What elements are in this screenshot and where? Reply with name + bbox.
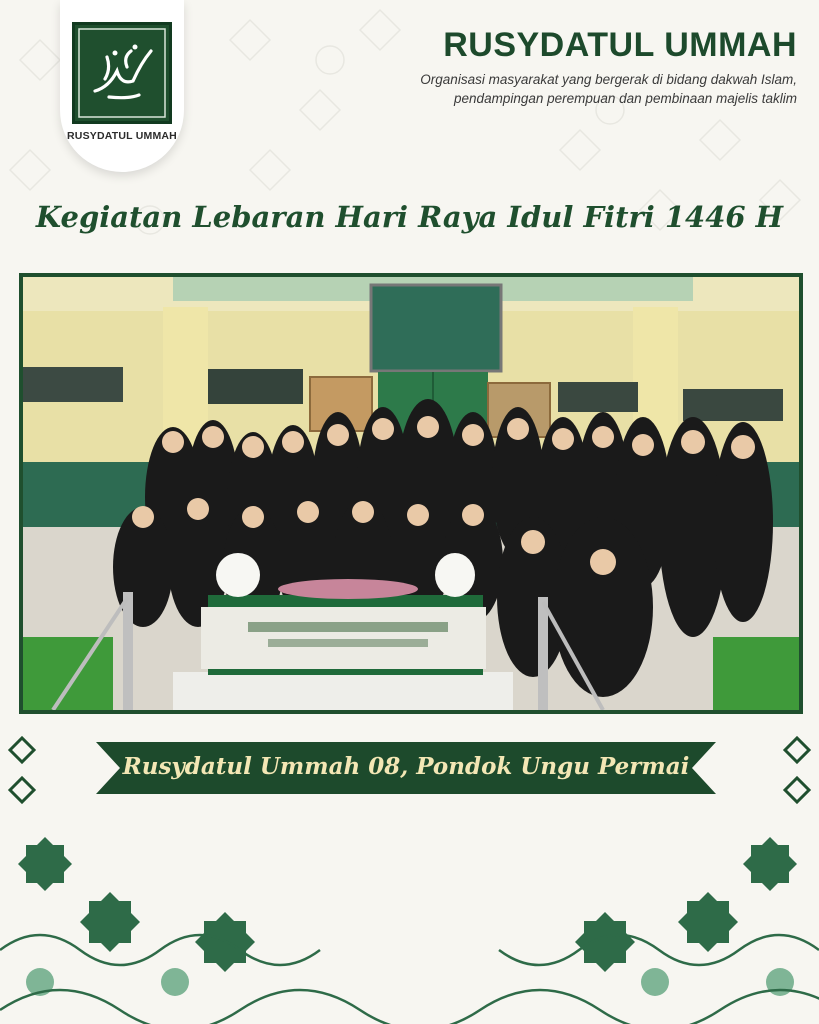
location-banner	[96, 742, 716, 794]
event-title: Kegiatan Lebaran Hari Raya Idul Fitri 1446 H	[35, 200, 784, 234]
organization-description	[377, 70, 797, 108]
logo-caption: RUSYDATUL UMMAH	[67, 130, 177, 142]
logo-calligraphy-icon	[75, 25, 169, 121]
logo-emblem	[72, 22, 172, 124]
organization-name: RUSYDATUL UMMAH	[443, 26, 797, 64]
group-photo-illustration	[23, 277, 799, 710]
logo-badge	[60, 0, 184, 172]
org-description-line-1: Organisasi masyarakat yang bergerak di bidang dakwah Islam,	[420, 72, 797, 87]
org-description-line-2: pendampingan perempuan dan pembinaan majelis taklim	[454, 91, 797, 106]
banner-text: Rusydatul Ummah 08, Pondok Ungu Permai	[122, 753, 690, 780]
group-photo	[19, 273, 803, 714]
